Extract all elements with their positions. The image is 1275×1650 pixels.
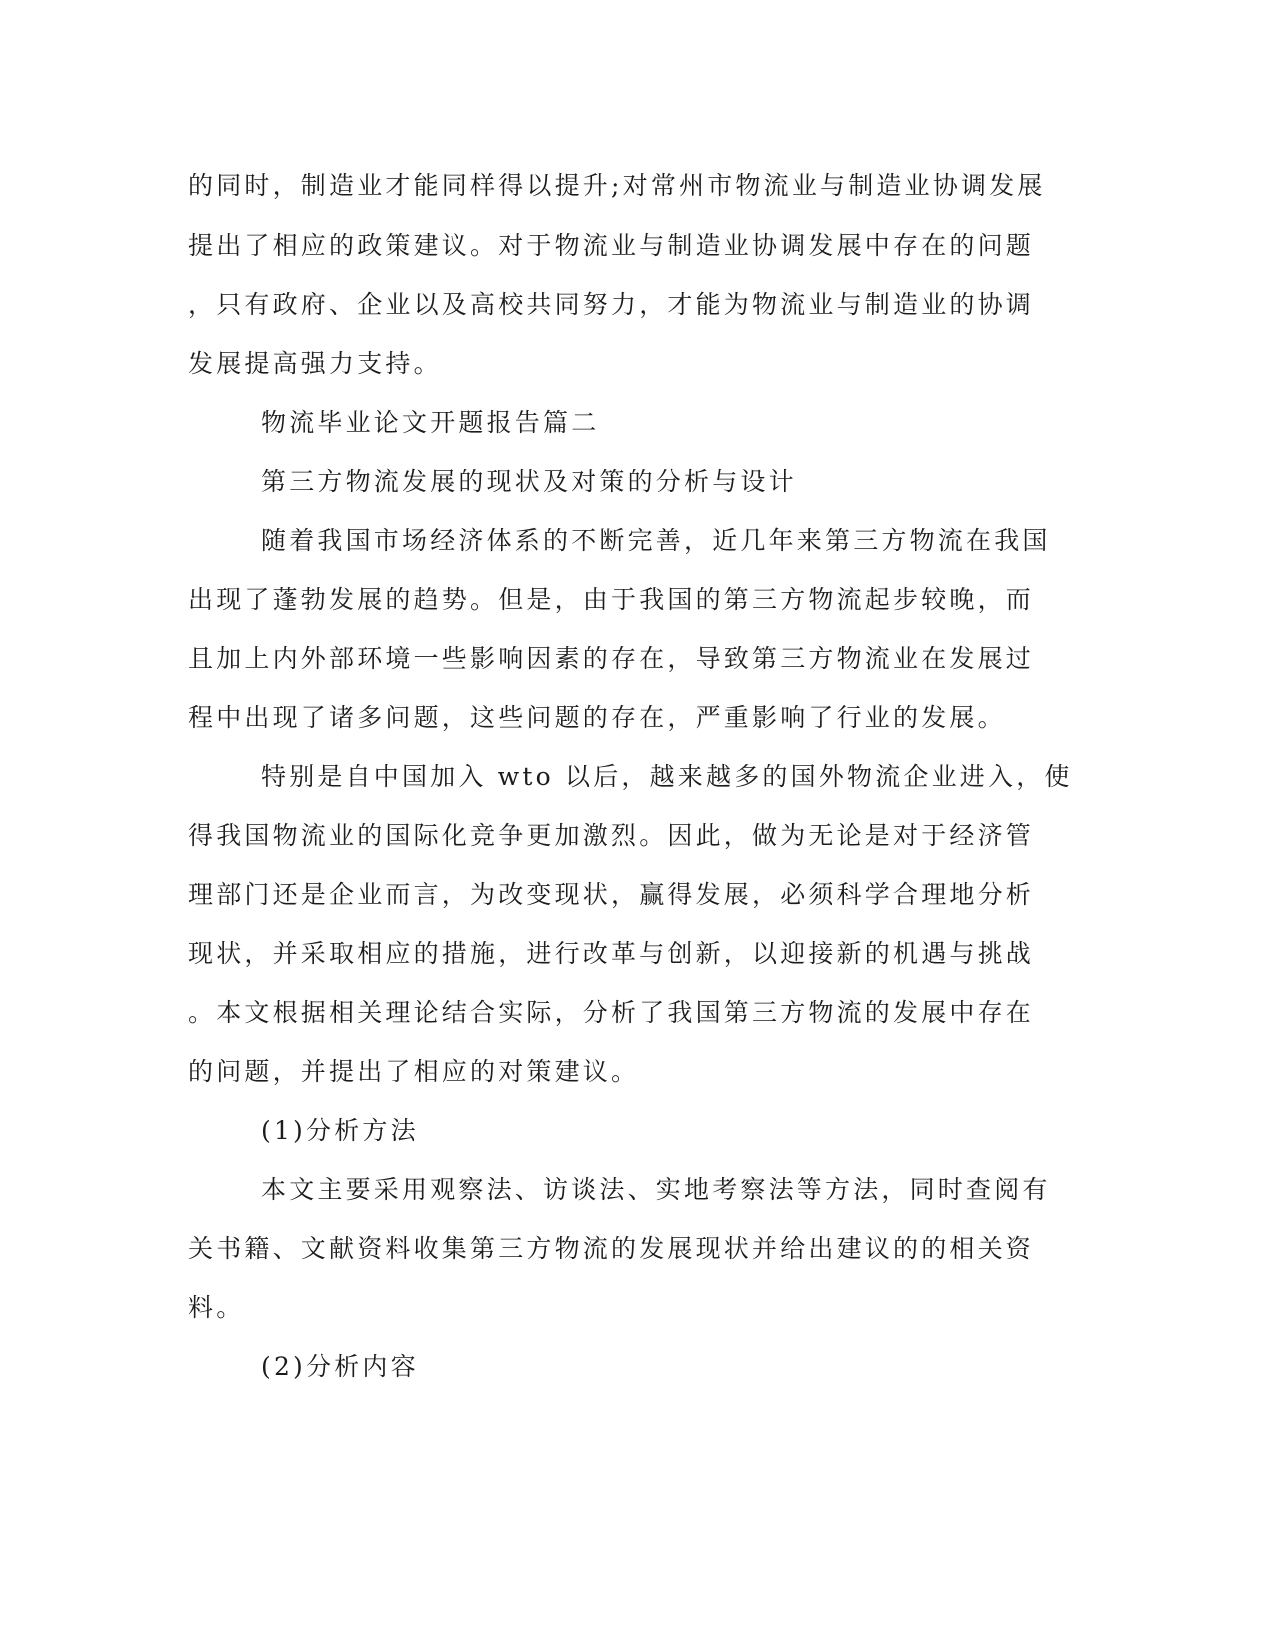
body-text-line: 。本文根据相关理论结合实际，分析了我国第三方物流的发展中存在	[188, 998, 1035, 1027]
body-text-line: 的同时，制造业才能同样得以提升;对常州市物流业与制造业协调发展	[188, 171, 1046, 200]
body-text-line: 的问题，并提出了相应的对策建议。	[188, 1057, 640, 1086]
body-text-line: 提出了相应的政策建议。对于物流业与制造业协调发展中存在的问题	[188, 231, 1035, 260]
body-text-line: 发展提高强力支持。	[188, 349, 442, 378]
body-text-line: 现状，并采取相应的措施，进行改革与创新，以迎接新的机遇与挑战	[188, 939, 1035, 968]
body-text-line: 本文主要采用观察法、访谈法、实地考察法等方法，同时查阅有	[261, 1175, 1051, 1204]
subsection-heading: (2)分析内容	[261, 1352, 419, 1381]
body-text-line: 得我国物流业的国际化竞争更加激烈。因此，做为无论是对于经济管	[188, 821, 1035, 850]
body-text-line: 关书籍、文献资料收集第三方物流的发展现状并给出建议的的相关资	[188, 1234, 1035, 1263]
body-text-line: 理部门还是企业而言，为改变现状，赢得发展，必须科学合理地分析	[188, 880, 1035, 909]
body-text-line: 出现了蓬勃发展的趋势。但是，由于我国的第三方物流起步较晚，而	[188, 585, 1035, 614]
body-text-line: 随着我国市场经济体系的不断完善，近几年来第三方物流在我国	[261, 526, 1051, 555]
body-text-line: 料。	[188, 1293, 245, 1322]
body-text-line: 且加上内外部环境一些影响因素的存在，导致第三方物流业在发展过	[188, 644, 1035, 673]
paper-title: 第三方物流发展的现状及对策的分析与设计	[261, 467, 797, 496]
body-text-line: 特别是自中国加入 wto 以后，越来越多的国外物流企业进入，使	[261, 762, 1073, 791]
section-heading: 物流毕业论文开题报告篇二	[261, 408, 600, 437]
body-text-line: ，只有政府、企业以及高校共同努力，才能为物流业与制造业的协调	[188, 290, 1035, 319]
body-text-line: 程中出现了诸多问题，这些问题的存在，严重影响了行业的发展。	[188, 703, 1006, 732]
subsection-heading: (1)分析方法	[261, 1116, 419, 1145]
